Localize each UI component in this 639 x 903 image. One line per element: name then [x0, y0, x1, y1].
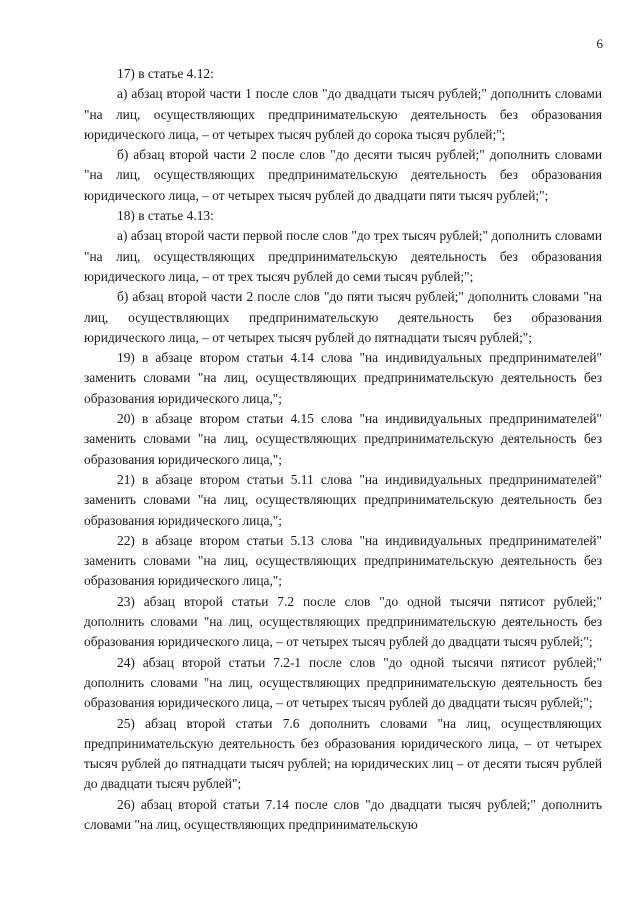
- paragraph-item-25: 25) абзац второй статьи 7.6 дополнить словами "на лиц, осуществляющих предпринимательскую деятельность без образования юридического лица, – от четырех тысяч рублей до пятнадцати тысяч рублей; на юридических лиц – от десяти тысяч рублей до двадцати тысяч рублей";: [84, 715, 602, 792]
- paragraph-item-18b: б) абзац второй части 2 после слов "до пяти тысяч рублей;" дополнить словами "на лиц, осуществляющих предпринимательскую деятельность без образования юридического лица, – от четырех тысяч рублей до пятнадцати тысяч рублей;";: [84, 289, 602, 345]
- paragraph-item-23: 23) абзац второй статьи 7.2 после слов "до одной тысячи пятисот рублей;" дополнить словами "на лиц, осуществляющих предпринимательскую деятельность без образования юридического лица, – от четырех тысяч рублей до двадцати тысяч рублей;";: [84, 593, 602, 650]
- paragraph-item-22: 22) в абзаце втором статьи 5.13 слова "на индивидуальных предпринимателей" заменить словами "на лиц, осуществляющих предпринимательскую деятельность без образования юридического лица,";: [84, 532, 602, 589]
- page-number: 6: [596, 36, 603, 51]
- paragraph-item-17a: а) абзац второй части 1 после слов "до двадцати тысяч рублей;" дополнить словами "на лиц, осуществляющих предпринимательскую деятельность без образования юридического лица, – от четырех тысяч рублей до сорока тысяч рублей;";: [84, 86, 602, 142]
- paragraph-item-17b: б) абзац второй части 2 после слов "до десяти тысяч рублей;" дополнить словами "на лиц, осуществляющих предпринимательскую деятельность без образования юридического лица, – от четырех тысяч рублей до двадцати пяти тысяч рублей;";: [84, 147, 602, 203]
- document-body: [84, 64, 602, 835]
- paragraph-item-21: 21) в абзаце втором статьи 5.11 слова "на индивидуальных предпринимателей" заменить словами "на лиц, осуществляющих предпринимательскую деятельность без образования юридического лица,";: [84, 471, 602, 528]
- paragraph-item-18-heading: 18) в статье 4.13:: [117, 208, 214, 224]
- paragraph-item-26: 26) абзац второй статьи 7.14 после слов "до двадцати тысяч рублей;" дополнить словами "на лиц, осуществляющих предпринимательскую: [84, 796, 602, 832]
- paragraph-item-19: 19) в абзаце втором статьи 4.14 слова "на индивидуальных предпринимателей" заменить словами "на лиц, осуществляющих предпринимательскую деятельность без образования юридического лица,";: [84, 350, 602, 406]
- paragraph-item-20: 20) в абзаце втором статьи 4.15 слова "на индивидуальных предпринимателей" заменить словами "на лиц, осуществляющих предпринимательскую деятельность без образования юридического лица,";: [84, 411, 602, 467]
- paragraph-item-18a: а) абзац второй части первой после слов "до трех тысяч рублей;" дополнить словами "на лиц, осуществляющих предпринимательскую деятельность без образования юридического лица, – от трех тысяч рублей до семи тысяч рублей;";: [84, 228, 602, 284]
- paragraph-item-17-heading: 17) в статье 4.12:: [117, 66, 214, 81]
- paragraph-item-24: 24) абзац второй статьи 7.2-1 после слов "до одной тысячи пятисот рублей;" дополнить словами "на лиц, осуществляющих предпринимательскую деятельность без образования юридического лица, – от четырех тысяч рублей до двадцати тысяч рублей;";: [84, 654, 602, 711]
